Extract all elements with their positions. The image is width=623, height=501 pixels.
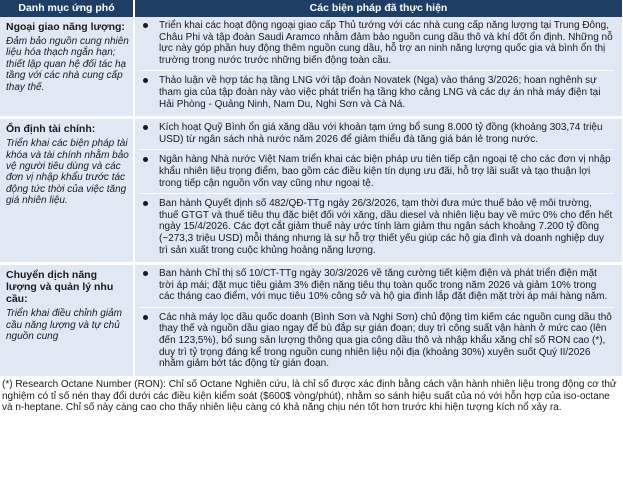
list-item: [139, 149, 614, 189]
category-cell: [0, 119, 134, 262]
measure-text: Thảo luận về hợp tác hạ tầng LNG với tập đoàn Novatek (Nga) vào tháng 3/2026; hoan nghênh sự tham gia của tập đoàn này vào việc phát triển hạ tầng kho cảng LNG và các dự án nhà máy điện tại Hải Phòng - Quảng Ninh, Nam Du, Nghi Sơn và Cà Ná.: [159, 75, 601, 110]
category-cell: [0, 17, 134, 116]
category-description: Triển khai điều chỉnh giảm cầu năng lượng và tự chủ nguồn cung: [6, 308, 122, 342]
measure-text: Kích hoạt Quỹ Bình ổn giá xăng dầu với khoản tạm ứng bổ sung 8.000 tỷ đồng (khoảng 303,74 triệu USD) từ ngân sách nhà nước năm 2026 để giảm thiểu đà tăng giá bán lẻ trong nước.: [159, 122, 603, 145]
bullet-icon: [143, 201, 148, 206]
header-category: Danh mục ứng phó: [0, 0, 134, 17]
measures-list: [139, 20, 614, 110]
list-item: [139, 70, 614, 110]
measure-text: Các nhà máy lọc dầu quốc doanh (Bình Sơn và Nghi Sơn) chủ động tìm kiếm các nguồn cung dầu thô thay thế và nguồn dầu giao ngay để bù đắp sự gián đoạn; duy trì công suất vận hành ở mức cao (lên đến 123,5%), bổ sung sản lượng thông qua gia công dầu thô và nhập khẩu xăng chỉ số RON cao (*), duy trì tỷ trọng đáng kể trong nguồn cung nhiên liệu nội địa (khoảng 30%) xuyên suốt Quý II/2026 nhằm giảm bớt tác động từ gián đoạn.: [159, 311, 612, 370]
bullet-icon: [143, 23, 148, 28]
list-item: [139, 268, 614, 303]
footnote: (*) Research Octane Number (RON): Chỉ số Octane Nghiên cứu, là chỉ số được xác định bằng cách vận hành nhiên liệu trong động cơ thử nghiệm có tỉ số nén thay đổi dưới các điều kiện kiểm soát ($600$ vòng/phút), nhằm so sánh hiệu suất của nó với hỗn hợp của iso-octane và n-heptane. Chỉ số này càng cao cho thấy nhiên liệu càng có khả năng chịu nén tốt hơn trước khi hiện tượng kích nổ xảy ra.: [2, 378, 617, 414]
measure-text: Ban hành Quyết định số 482/QĐ-TTg ngày 26/3/2026, tạm thời đưa mức thuế bảo vệ môi trường, thuế GTGT và thuế tiêu thụ đặc biệt đối với xăng, dầu diesel và nhiên liệu bay về mức 0% cho đến hết ngày 15/4/2026. Các đợt cắt giảm thuế này ước tính làm giảm thu ngân sách khoảng 7.200 tỷ đồng (~273,3 triệu USD) mỗi tháng nhưng là sự hỗ trợ thiết yếu giúp các hộ gia đình và doanh nghiệp duy trì sản xuất trong cuộc khủng hoảng năng lượng.: [159, 198, 613, 256]
category-title: Chuyển dịch năng lượng và quản lý nhu cầu:: [6, 269, 114, 306]
measures-list: [139, 268, 614, 370]
category-cell: [0, 265, 134, 376]
table-row-energy-diplomacy: [0, 17, 622, 116]
measures-cell: [134, 265, 622, 376]
bullet-icon: [143, 271, 148, 276]
list-item: [139, 193, 614, 256]
list-item: [139, 20, 614, 66]
measure-text: Triển khai các hoạt động ngoại giao cấp Thủ tướng với các nhà cung cấp năng lượng tại Trung Đông, Châu Phi và tập đoàn Saudi Aramco nhằm đảm bảo nguồn cung dầu thô và khí đốt ổn định. Những nỗ lực này góp phần huy động thêm nguồn cung dầu, hỗ trợ an ninh năng lượng quốc gia và bình ổn thị trường trong nước trước những biến động toàn cầu.: [159, 20, 613, 66]
measures-cell: [134, 17, 622, 116]
bullet-icon: [143, 157, 148, 162]
bullet-icon: [143, 125, 148, 130]
table-row-energy-transition: [0, 265, 622, 376]
category-description: Đảm bảo nguồn cung nhiên liệu hóa thạch ngắn hạn; thiết lập quan hệ đối tác hạ tầng với các nhà cung cấp thay thế.: [6, 36, 129, 93]
measure-text: Ngân hàng Nhà nước Việt Nam triển khai các biện pháp ưu tiên tiếp cận ngoại tệ cho các đơn vị nhập khẩu nhiên liệu trọng điểm, bao gồm các điều kiện tín dụng ưu đãi, hỗ trợ lãi suất và tạo thuận lợi trong tiếp cận nguồn vốn vay cũng như ngoại tệ.: [159, 154, 611, 189]
measures-cell: [134, 119, 622, 262]
table-header-row: [0, 0, 622, 17]
measures-list: [139, 122, 614, 256]
category-description: Triển khai các biện pháp tài khóa và tài chính nhằm bảo vệ người tiêu dùng và các đơn vị nhập khẩu trước tác động tức thời của việc tăng giá nhiên liệu.: [6, 138, 129, 207]
bullet-icon: [143, 78, 148, 83]
header-measures: Các biện pháp đã thực hiện: [134, 0, 622, 17]
measure-text: Ban hành Chỉ thị số 10/CT-TTg ngày 30/3/2026 về tăng cường tiết kiệm điện và phát triển điện mặt trời áp mái; đặt mục tiêu giảm 3% điện năng tiêu thụ toàn quốc trong năm 2026 và giảm 10% trong các tháng cao điểm, với mục tiêu 10% công sở và hộ gia đình lắp đặt điện mặt trời áp mái hàng năm.: [159, 268, 608, 303]
list-item: [139, 307, 614, 370]
category-title: Ổn định tài chính:: [6, 123, 96, 136]
category-title: Ngoại giao năng lượng:: [6, 21, 125, 33]
list-item: [139, 122, 614, 145]
bullet-icon: [143, 315, 148, 320]
table-row-financial-stability: [0, 119, 622, 262]
